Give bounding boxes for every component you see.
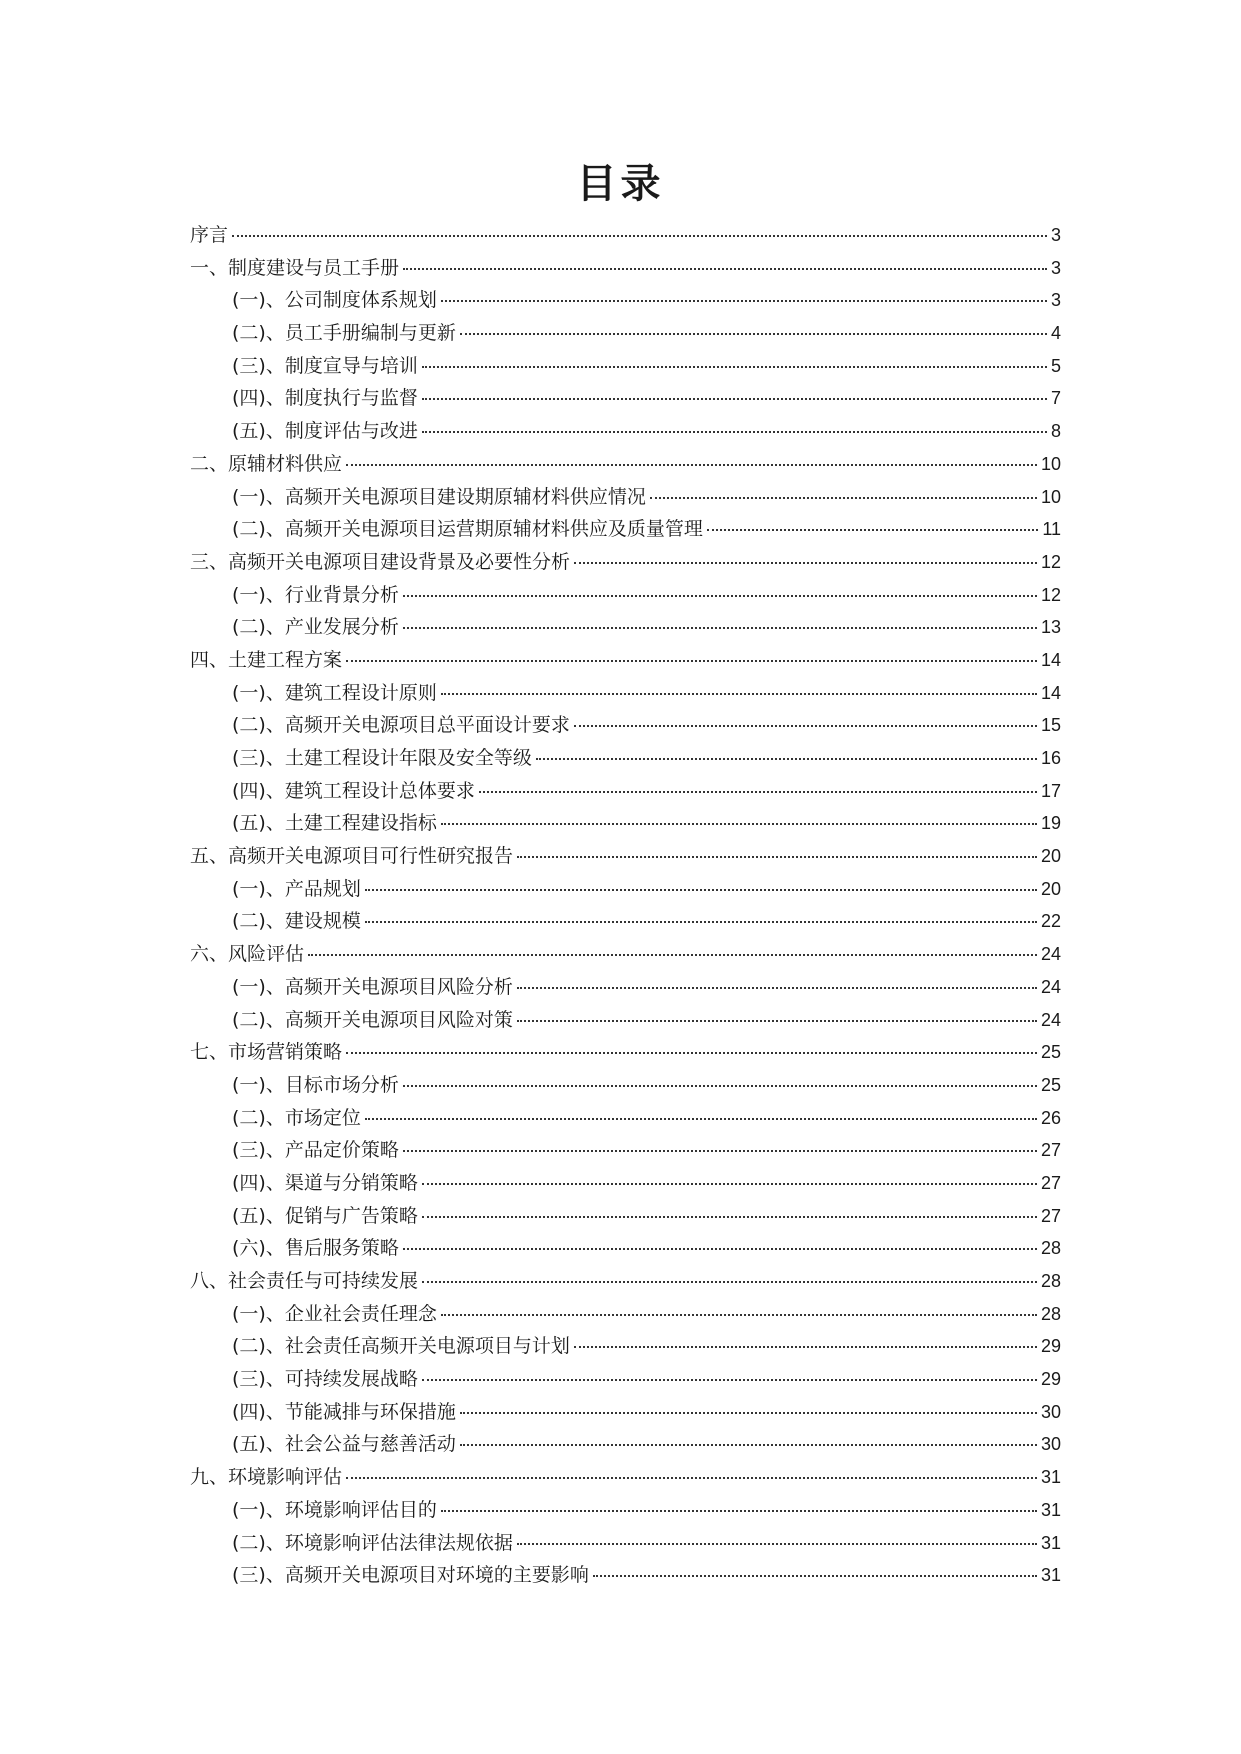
toc-page-number: 15 (1040, 715, 1061, 736)
toc-entry-label: (二)、市场定位 (232, 1106, 361, 1129)
dot-leader (441, 822, 1037, 825)
dot-leader (403, 1084, 1037, 1087)
toc-page-number: 24 (1040, 976, 1061, 997)
toc-page-number: 28 (1040, 1271, 1061, 1291)
toc-page-number: 5 (1050, 355, 1061, 376)
toc-subentry[interactable] (190, 611, 1061, 644)
toc-page-number: 31 (1040, 1532, 1061, 1553)
dot-leader (346, 463, 1037, 466)
toc-subentry[interactable] (190, 905, 1061, 938)
toc-page-number: 30 (1040, 1401, 1061, 1422)
dot-leader (403, 594, 1037, 597)
toc-page-number: 13 (1040, 617, 1061, 638)
toc-entry-label: (二)、高频开关电源项目总平面设计要求 (232, 714, 570, 737)
toc-subentry[interactable] (190, 1396, 1061, 1429)
toc-subentry[interactable] (190, 873, 1061, 906)
toc-page-number: 4 (1050, 323, 1061, 344)
dot-leader (365, 920, 1037, 923)
dot-leader (346, 1476, 1037, 1479)
toc-page-number: 26 (1040, 1107, 1061, 1128)
toc-entry-label: (四)、建筑工程设计总体要求 (232, 779, 475, 802)
toc-entry-label: (一)、环境影响评估目的 (232, 1498, 437, 1521)
toc-entry-label: (三)、高频开关电源项目对环境的主要影响 (232, 1564, 589, 1587)
toc-page-number: 28 (1040, 1238, 1061, 1259)
dot-leader (365, 1117, 1037, 1120)
dot-leader (517, 855, 1037, 858)
toc-subentry[interactable] (190, 1167, 1061, 1200)
toc-entry-label: 一、制度建设与员工手册 (190, 256, 400, 279)
toc-page-number: 10 (1040, 486, 1061, 507)
toc-page-number: 27 (1040, 1140, 1061, 1161)
toc-subentry[interactable] (190, 1069, 1061, 1102)
toc-page-number: 3 (1050, 225, 1061, 245)
toc-page-number: 20 (1040, 878, 1061, 899)
toc-entry-label: (二)、产业发展分析 (232, 616, 399, 639)
toc-subentry[interactable] (190, 1298, 1061, 1331)
toc-page-number: 17 (1040, 780, 1061, 801)
toc-subentry[interactable] (190, 1527, 1061, 1560)
toc-entry[interactable] (190, 938, 1061, 971)
toc-entry-label: (三)、制度宣导与培训 (232, 354, 418, 377)
toc-entry-label: (四)、制度执行与监督 (232, 387, 418, 410)
toc-subentry[interactable] (190, 971, 1061, 1004)
toc-entry-label: (五)、社会公益与慈善活动 (232, 1433, 456, 1456)
toc-page-number: 14 (1040, 682, 1061, 703)
toc-entry-label: (五)、制度评估与改进 (232, 420, 418, 443)
dot-leader (422, 365, 1047, 368)
toc-page-number: 7 (1050, 388, 1061, 409)
dot-leader (422, 1280, 1037, 1283)
toc-entry[interactable] (190, 546, 1061, 579)
dot-leader (460, 1411, 1037, 1414)
dot-leader (441, 299, 1047, 302)
toc-subentry[interactable] (190, 1134, 1061, 1167)
toc-page-number: 11 (1042, 519, 1061, 540)
table-of-contents (190, 219, 1061, 1592)
toc-entry-label: 序言 (190, 224, 229, 246)
toc-entry[interactable] (190, 1461, 1061, 1494)
toc-page-number: 28 (1040, 1303, 1061, 1324)
toc-entry-label: (四)、渠道与分销策略 (232, 1171, 418, 1194)
toc-subentry[interactable] (190, 775, 1061, 808)
toc-entry-label: (一)、产品规划 (232, 877, 361, 900)
toc-entry-label: (六)、售后服务策略 (232, 1237, 399, 1260)
toc-page-number: 27 (1040, 1172, 1061, 1193)
toc-page-number: 3 (1050, 257, 1061, 278)
toc-subentry[interactable] (190, 382, 1061, 415)
toc-subentry[interactable] (190, 1200, 1061, 1233)
toc-page-number: 29 (1040, 1369, 1061, 1390)
dot-leader (346, 659, 1037, 662)
toc-entry-label: (一)、高频开关电源项目风险分析 (232, 975, 513, 998)
dot-leader (422, 1378, 1037, 1381)
toc-entry-label: (三)、土建工程设计年限及安全等级 (232, 747, 532, 769)
toc-page-number: 22 (1040, 911, 1061, 932)
toc-subentry[interactable] (190, 1363, 1061, 1396)
dot-leader (479, 790, 1037, 793)
toc-subentry[interactable] (190, 807, 1061, 840)
toc-entry-label: (一)、高频开关电源项目建设期原辅材料供应情况 (232, 485, 646, 508)
toc-entry-label: (五)、土建工程建设指标 (232, 812, 437, 835)
toc-page-number: 12 (1040, 584, 1061, 605)
toc-entry[interactable] (190, 219, 1061, 252)
toc-entry-label: 六、风险评估 (190, 943, 305, 966)
toc-page-number: 10 (1040, 453, 1061, 474)
dot-leader (460, 1443, 1037, 1446)
toc-subentry[interactable] (190, 579, 1061, 612)
toc-entry-label: (二)、高频开关电源项目风险对策 (232, 1008, 513, 1031)
toc-page-number: 29 (1040, 1336, 1061, 1357)
toc-entry-label: (二)、社会责任高频开关电源项目与计划 (232, 1335, 570, 1358)
toc-page-number: 12 (1040, 551, 1061, 572)
toc-subentry[interactable] (190, 677, 1061, 710)
toc-entry-label: 四、土建工程方案 (190, 648, 343, 671)
toc-entry[interactable] (190, 840, 1061, 873)
dot-leader (441, 1313, 1037, 1316)
dot-leader (441, 1509, 1037, 1512)
dot-leader (403, 1247, 1037, 1250)
toc-page-number: 8 (1050, 421, 1061, 442)
toc-entry[interactable] (190, 644, 1061, 677)
dot-leader (650, 496, 1037, 499)
toc-subentry[interactable] (190, 1330, 1061, 1363)
dot-leader (403, 626, 1037, 629)
toc-entry-label: (一)、公司制度体系规划 (232, 289, 437, 312)
dot-leader (365, 888, 1037, 891)
toc-subentry[interactable] (190, 317, 1061, 350)
toc-subentry[interactable] (190, 481, 1061, 514)
toc-entry-label: (三)、产品定价策略 (232, 1139, 399, 1162)
toc-subentry[interactable] (190, 284, 1061, 317)
dot-leader (574, 1345, 1037, 1348)
toc-page-number: 24 (1040, 944, 1061, 965)
toc-subentry[interactable] (190, 742, 1061, 775)
dot-leader (422, 430, 1047, 433)
toc-page-number: 3 (1050, 290, 1061, 311)
toc-subentry[interactable] (190, 1494, 1061, 1527)
toc-subentry[interactable] (190, 513, 1061, 546)
toc-entry-label: (二)、建设规模 (232, 910, 361, 933)
toc-page-number: 27 (1040, 1205, 1061, 1226)
toc-page-number: 31 (1040, 1499, 1061, 1520)
toc-subentry[interactable] (190, 415, 1061, 448)
toc-subentry[interactable] (190, 1004, 1061, 1037)
dot-leader (403, 267, 1047, 270)
toc-entry-label: (二)、员工手册编制与更新 (232, 322, 456, 345)
toc-entry-label: (五)、促销与广告策略 (232, 1204, 418, 1227)
toc-entry-label: 三、高频开关电源项目建设背景及必要性分析 (190, 550, 571, 573)
toc-subentry[interactable] (190, 1428, 1061, 1461)
toc-entry-label: (二)、环境影响评估法律法规依据 (232, 1531, 513, 1554)
toc-entry-label: (二)、高频开关电源项目运营期原辅材料供应及质量管理 (232, 518, 703, 541)
toc-entry-label: (三)、可持续发展战略 (232, 1368, 418, 1391)
dot-leader (422, 1182, 1037, 1185)
dot-leader (346, 1051, 1037, 1054)
toc-page-number: 19 (1040, 813, 1061, 834)
dot-leader (574, 561, 1037, 564)
toc-entry[interactable] (190, 448, 1061, 481)
toc-entry-label: 九、环境影响评估 (190, 1466, 343, 1489)
toc-entry-label: 七、市场营销策略 (190, 1041, 343, 1064)
toc-entry-label: (一)、行业背景分析 (232, 583, 399, 606)
toc-page-number: 30 (1040, 1434, 1061, 1455)
dot-leader (574, 724, 1037, 727)
dot-leader (422, 397, 1047, 400)
dot-leader (707, 528, 1038, 531)
toc-entry-label: (四)、节能减排与环保措施 (232, 1400, 456, 1423)
page-title: 目录 (576, 161, 665, 207)
dot-leader (403, 1149, 1037, 1152)
toc-page-number: 25 (1040, 1042, 1061, 1063)
toc-subentry[interactable] (190, 350, 1061, 383)
toc-subentry[interactable] (190, 1232, 1061, 1265)
toc-entry[interactable] (190, 252, 1061, 285)
toc-page-number: 24 (1040, 1009, 1061, 1030)
toc-entry-label: 八、社会责任与可持续发展 (190, 1270, 419, 1292)
toc-entry-label: (一)、目标市场分析 (232, 1073, 399, 1096)
toc-subentry[interactable] (190, 1559, 1061, 1592)
toc-page-number: 14 (1040, 649, 1061, 670)
dot-leader (422, 1215, 1037, 1218)
dot-leader (232, 234, 1047, 237)
toc-subentry[interactable] (190, 1102, 1061, 1135)
toc-subentry[interactable] (190, 709, 1061, 742)
toc-page-number: 20 (1040, 846, 1061, 867)
dot-leader (517, 1019, 1037, 1022)
dot-leader (441, 692, 1037, 695)
dot-leader (460, 332, 1047, 335)
dot-leader (593, 1574, 1037, 1577)
toc-entry-label: 二、原辅材料供应 (190, 452, 343, 475)
toc-page-number: 31 (1040, 1565, 1061, 1586)
toc-page-number: 16 (1040, 748, 1061, 768)
toc-page-number: 31 (1040, 1467, 1061, 1488)
dot-leader (536, 757, 1037, 760)
toc-entry-label: (一)、建筑工程设计原则 (232, 681, 437, 704)
toc-entry-label: 五、高频开关电源项目可行性研究报告 (190, 845, 514, 868)
toc-page-number: 25 (1040, 1074, 1061, 1095)
toc-entry[interactable] (190, 1265, 1061, 1298)
dot-leader (308, 953, 1037, 956)
dot-leader (517, 1542, 1037, 1545)
toc-entry-label: (一)、企业社会责任理念 (232, 1302, 437, 1325)
dot-leader (517, 986, 1037, 989)
toc-entry[interactable] (190, 1036, 1061, 1069)
